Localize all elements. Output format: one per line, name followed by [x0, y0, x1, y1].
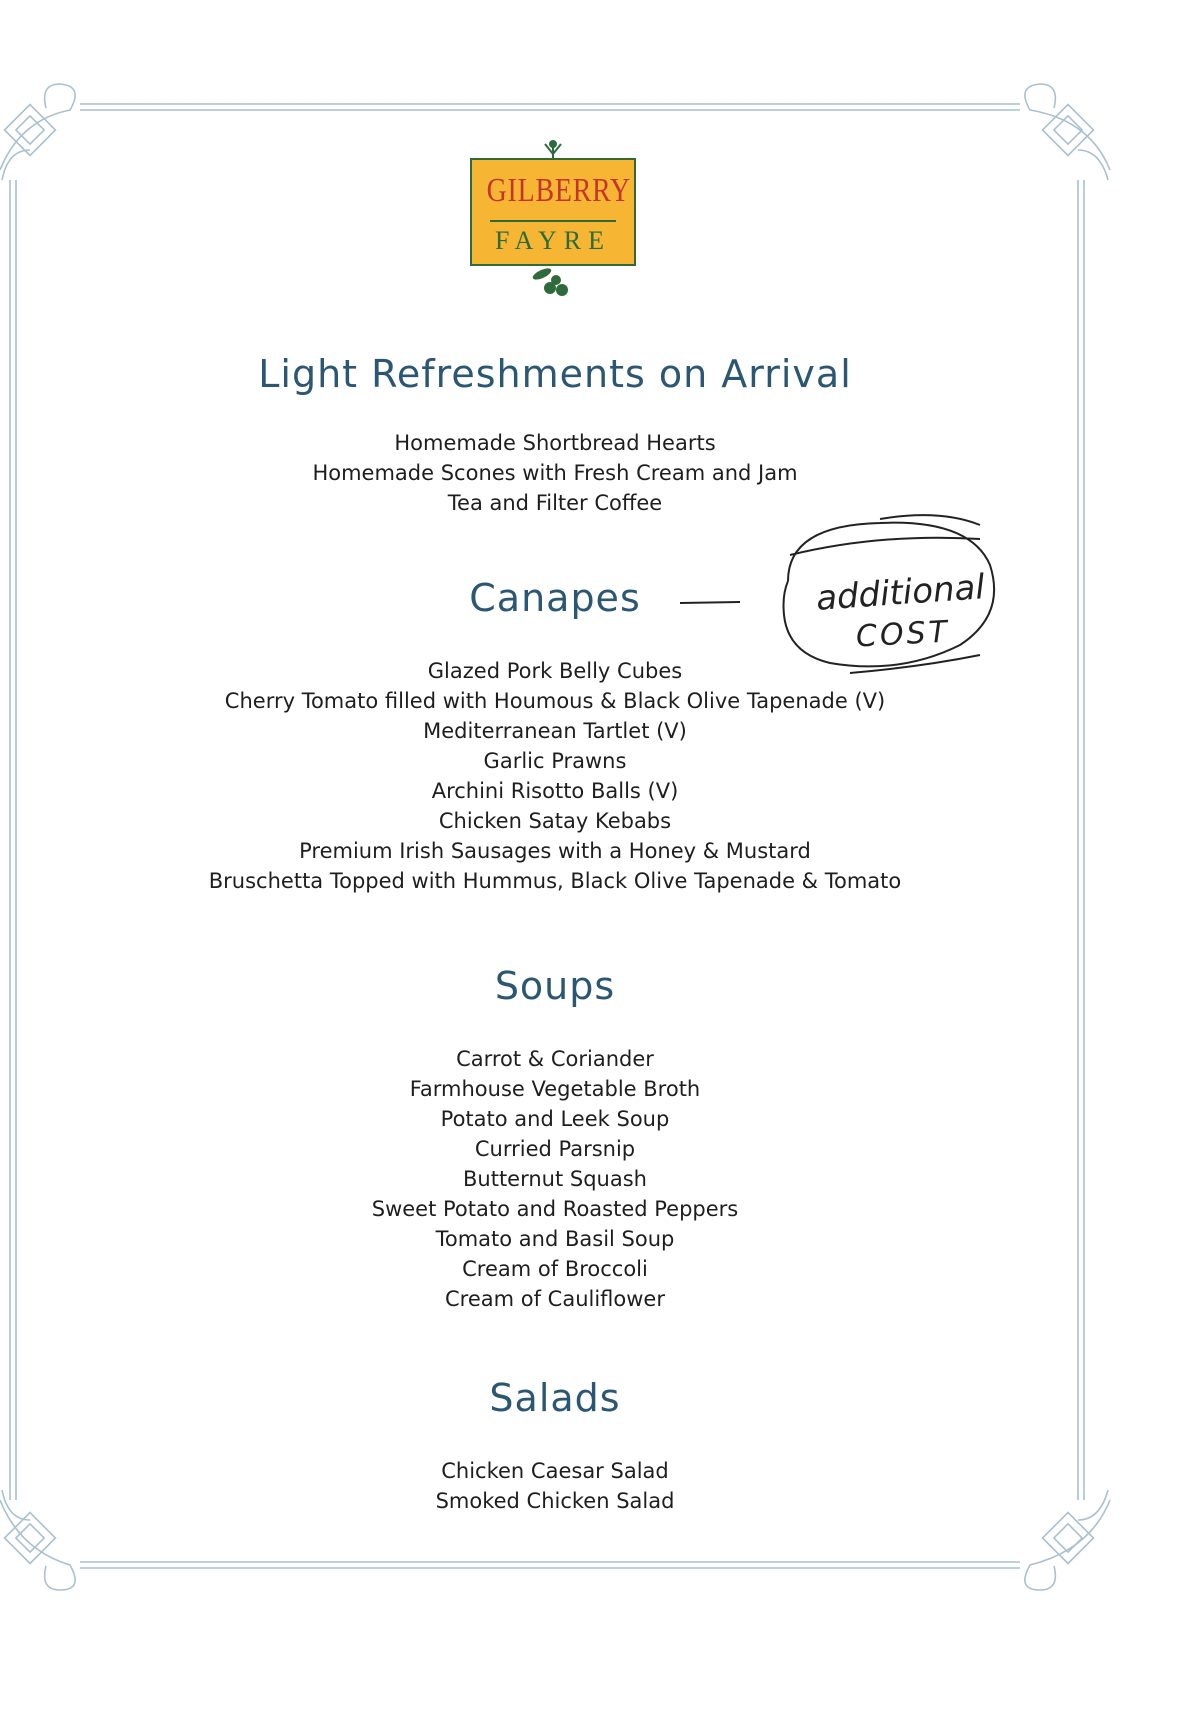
list-item: Homemade Shortbread Hearts	[394, 431, 716, 455]
handwritten-line-2: COST	[855, 614, 951, 655]
berries-icon	[528, 264, 578, 300]
corner-ornament-top-right	[1025, 84, 1110, 180]
list-item: Archini Risotto Balls (V)	[431, 779, 679, 803]
list-item: Cream of Broccoli	[462, 1257, 648, 1281]
logo-panel	[470, 158, 636, 266]
list-item: Butternut Squash	[463, 1167, 647, 1191]
list-item: Glazed Pork Belly Cubes	[427, 659, 683, 683]
list-item: Garlic Prawns	[483, 749, 627, 773]
list-item: Cherry Tomato filled with Houmous & Black Olive Tapenade (V)	[224, 689, 886, 713]
list-item: Homemade Scones with Fresh Cream and Jam	[312, 461, 798, 485]
handwritten-line-1: additional	[814, 567, 987, 619]
list-item: Bruschetta Topped with Hummus, Black Olive Tapenade & Tomato	[208, 869, 902, 893]
corner-ornament-top-left	[0, 84, 75, 180]
list-item: Tomato and Basil Soup	[435, 1227, 675, 1251]
list-item: Premium Irish Sausages with a Honey & Mustard	[299, 839, 811, 863]
list-item: Curried Parsnip	[474, 1137, 636, 1161]
list-item: Tea and Filter Coffee	[447, 491, 663, 515]
list-item: Smoked Chicken Salad	[435, 1489, 675, 1513]
list-item: Chicken Satay Kebabs	[438, 809, 672, 833]
section-title-soups: Soups	[494, 964, 616, 1008]
gilberry-fayre-logo	[470, 140, 640, 300]
list-item: Chicken Caesar Salad	[441, 1459, 669, 1483]
logo-line-1: GILBERRY	[486, 172, 632, 209]
list-item: Farmhouse Vegetable Broth	[409, 1077, 701, 1101]
section-title-canapes: Canapes	[469, 576, 641, 620]
handwritten-annotation	[780, 505, 1040, 705]
salads-list	[0, 1456, 1110, 1516]
section-title-light-refreshments: Light Refreshments on Arrival	[258, 352, 852, 396]
logo-line-2: FAYRE	[495, 226, 611, 255]
list-item: Sweet Potato and Roasted Peppers	[371, 1197, 739, 1221]
soups-list	[0, 1044, 1110, 1314]
list-item: Potato and Leek Soup	[440, 1107, 670, 1131]
section-title-salads: Salads	[489, 1376, 621, 1420]
logo-divider	[490, 220, 616, 222]
list-item: Cream of Cauliflower	[445, 1287, 665, 1311]
list-item: Mediterranean Tartlet (V)	[423, 719, 687, 743]
list-item: Carrot & Coriander	[456, 1047, 654, 1071]
